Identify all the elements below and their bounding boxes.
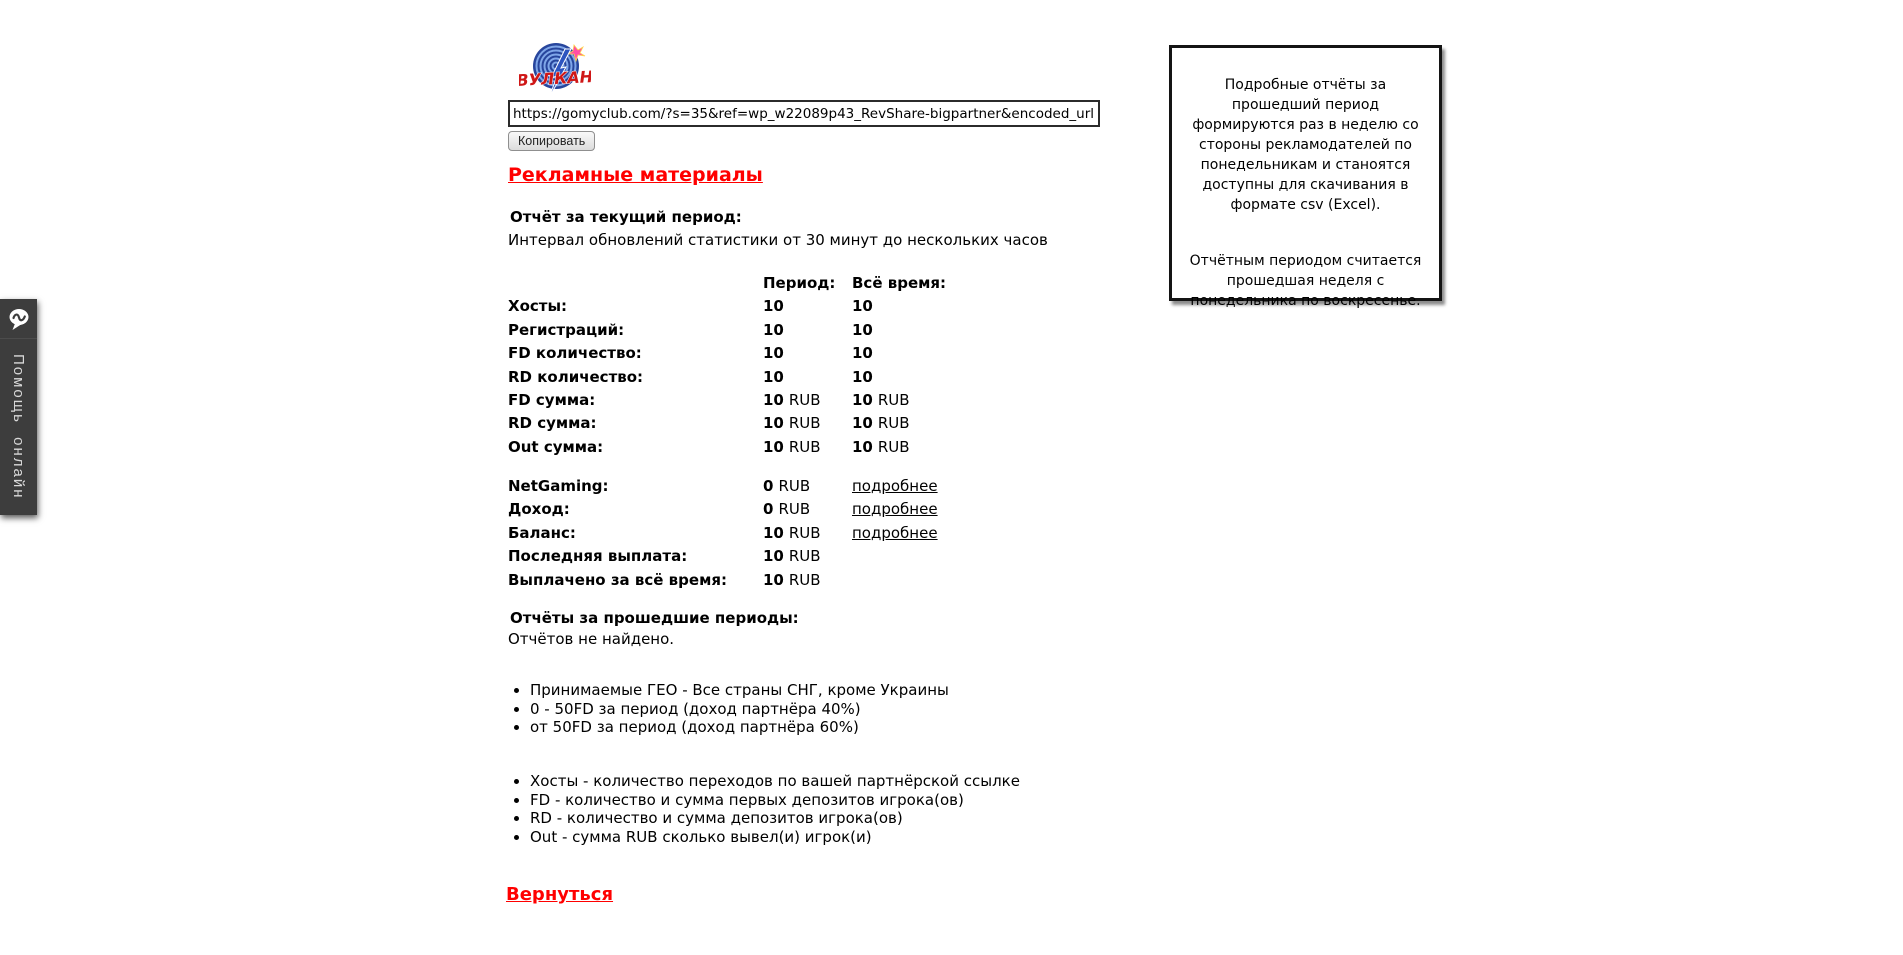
row-label: Регистраций: <box>508 320 625 339</box>
referral-url-input[interactable] <box>508 100 1100 127</box>
row-value-period: 10 RUB <box>763 437 821 456</box>
help-online-tab[interactable] <box>0 299 37 515</box>
details-link-balance[interactable]: подробнее <box>852 523 938 542</box>
column-header-period: Период: <box>763 274 836 292</box>
chat-bubble-icon-svg <box>7 307 31 331</box>
row-value: 10 RUB <box>763 547 821 566</box>
row-value-alltime: 10 RUB <box>852 390 910 409</box>
reports-info-box <box>1169 45 1442 309</box>
svg-text:ВУЛКАН: ВУЛКАН <box>519 67 591 91</box>
current-report-subtitle: Интервал обновлений статистики от 30 минут до нескольких часов <box>508 231 1048 249</box>
copy-button[interactable]: Копировать <box>508 131 595 151</box>
row-value-period: 10 RUB <box>763 390 821 409</box>
terms-item: • Принимаемые ГЕО - Все страны СНГ, кроме Украины <box>530 681 949 700</box>
past-reports-title: Отчёты за прошедшие периоды: <box>510 609 799 627</box>
row-label: Баланс: <box>508 523 576 542</box>
row-value-alltime: 10 RUB <box>852 437 910 456</box>
glossary-item: • Хосты - количество переходов по вашей партнёрской ссылке <box>530 772 1020 791</box>
row-label: Хосты: <box>508 297 568 316</box>
help-tab-label-box <box>0 339 37 515</box>
row-value: 0 RUB <box>763 500 811 519</box>
back-link[interactable]: Вернуться <box>506 884 614 905</box>
current-report-title: Отчёт за текущий период: <box>510 208 742 226</box>
column-header-alltime: Всё время: <box>852 274 947 292</box>
past-reports-empty: Отчётов не найдено. <box>508 630 675 648</box>
chat-bubble-icon[interactable] <box>0 299 37 339</box>
promo-materials-link[interactable]: Рекламные материалы <box>508 164 763 186</box>
row-value: 10 RUB <box>763 570 821 589</box>
row-label: Выплачено за всё время: <box>508 570 727 589</box>
row-label: Последняя выплата: <box>508 547 688 566</box>
row-label: RD количество: <box>508 367 644 386</box>
row-value-alltime: 10 <box>852 367 873 386</box>
details-link-netgaming[interactable]: подробнее <box>852 477 938 495</box>
row-value-period: 10 RUB <box>763 414 821 433</box>
row-label: FD количество: <box>508 344 642 363</box>
glossary-item: • Out - сумма RUB сколько вывел(и) игрок(и) <box>530 828 1020 847</box>
terms-item: • от 50FD за период (доход партнёра 60%) <box>530 718 949 737</box>
row-value-alltime: 10 <box>852 320 873 339</box>
glossary-item: • FD - количество и сумма первых депозитов игрока(ов) <box>530 791 1020 810</box>
balance-table <box>508 477 992 594</box>
info-box-paragraph: Отчётным периодом считается прошедшая неделя с понедельника по воскресенье. <box>1189 253 1422 309</box>
row-label: NetGaming: <box>508 477 609 495</box>
row-value: 0 RUB <box>763 477 811 495</box>
row-value-period: 10 <box>763 344 784 363</box>
vulkan-logo <box>519 41 591 99</box>
row-value: 10 RUB <box>763 523 821 542</box>
glossary-item: • RD - количество и сумма депозитов игрока(ов) <box>530 809 1020 828</box>
current-report-table <box>508 274 992 461</box>
terms-item: • 0 - 50FD за период (доход партнёра 40%) <box>530 700 949 719</box>
row-value-period: 10 <box>763 297 784 316</box>
vulkan-logo-svg <box>519 41 591 99</box>
row-value-alltime: 10 RUB <box>852 414 910 433</box>
row-value-period: 10 <box>763 367 784 386</box>
help-tab-label: Помощь онлайн <box>10 354 27 500</box>
row-label: Out сумма: <box>508 437 604 456</box>
glossary-list <box>508 772 1020 846</box>
row-label: FD сумма: <box>508 390 596 409</box>
row-value-alltime: 10 <box>852 297 873 316</box>
terms-list <box>508 681 949 737</box>
details-link-income[interactable]: подробнее <box>852 500 938 519</box>
row-value-period: 10 <box>763 320 784 339</box>
row-label: Доход: <box>508 500 570 519</box>
row-value-alltime: 10 <box>852 344 873 363</box>
row-label: RD сумма: <box>508 414 597 433</box>
info-box-paragraph: Подробные отчёты за прошедший период формируются раз в неделю со стороны рекламодателей по понедельникам и станоятся доступны для скачивания в формате csv (Excel). <box>1192 77 1419 213</box>
